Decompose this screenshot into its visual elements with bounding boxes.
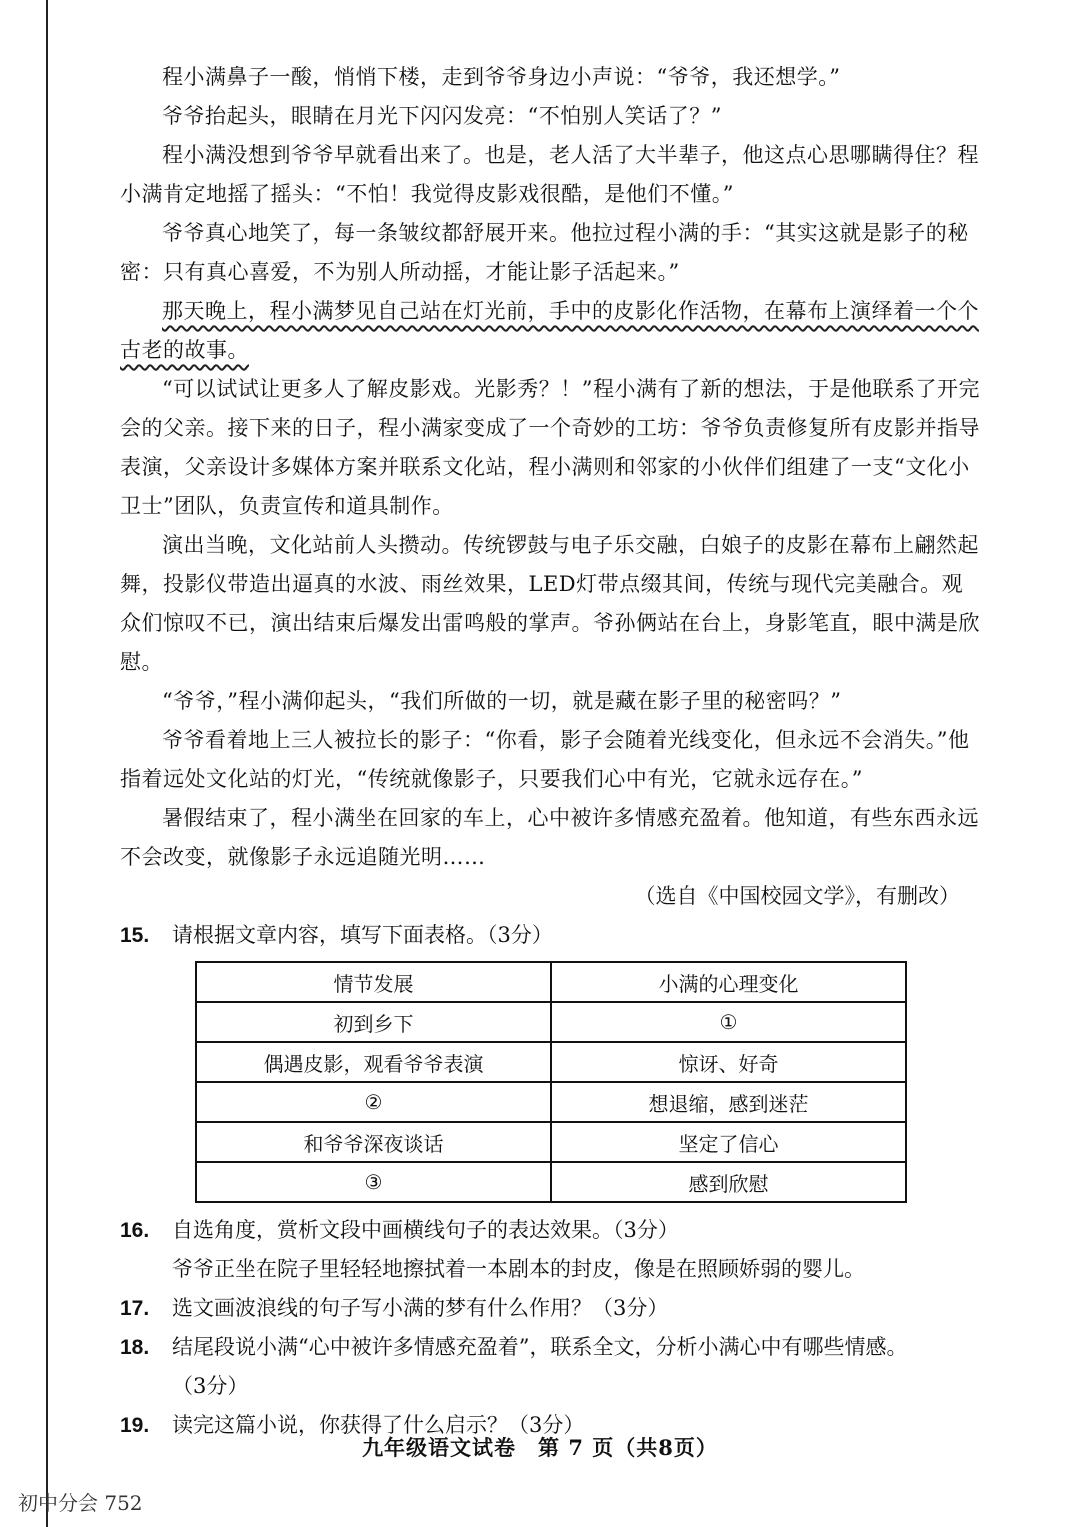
question-score: （3分） (172, 1374, 249, 1398)
passage-paragraph (120, 292, 980, 370)
table-cell: 和爷爷深夜谈话 (196, 1122, 551, 1162)
passage-paragraph: 程小满没想到爷爷早就看出来了。也是，老人活了大半辈子，他这点心思哪瞒得住？程小满肯定地摇了摇头：“不怕！我觉得皮影戏很酷，是他们不懂。” (120, 143, 979, 206)
question-text: 请根据文章内容，填写下面表格。（3分） (172, 923, 553, 947)
table-cell: 感到欣慰 (551, 1162, 906, 1202)
wavy-underlined-sentence: 那天晚上，程小满梦见自己站在灯光前，手中的皮影化作活物，在幕布上演绎着一个个古老的故事。 (120, 299, 979, 362)
question-17 (120, 1289, 980, 1328)
question-text: 结尾段说小满“心中被许多情感充盈着”，联系全文，分析小满心中有哪些情感。 (172, 1335, 908, 1359)
table-header-row (196, 962, 906, 1002)
table-row (196, 1042, 906, 1082)
question-number: 15. (120, 924, 150, 947)
question-18 (120, 1328, 980, 1367)
table-cell: 初到乡下 (196, 1002, 551, 1042)
watermark-text: 初中分会 752 (18, 1491, 143, 1515)
question-number: 19. (120, 1414, 150, 1437)
table-cell: ③ (196, 1162, 551, 1202)
table-cell: 想退缩，感到迷茫 (551, 1082, 906, 1122)
question-text: 读完这篇小说，你获得了什么启示？（3分） (172, 1413, 585, 1437)
passage-paragraph: 程小满鼻子一酸，悄悄下楼，走到爷爷身边小声说：“爷爷，我还想学。” (162, 65, 841, 89)
page-footer: 九年级语文试卷 第 7 页（共8页） (362, 1435, 718, 1460)
table-header-cell: 小满的心理变化 (551, 962, 906, 1002)
passage-paragraph: 演出当晚，文化站前人头攒动。传统锣鼓与电子乐交融，白娘子的皮影在幕布上翩然起舞，投影仪带造出逼真的水波、雨丝效果，LED灯带点缀其间，传统与现代完美融合。观众们惊叹不已，演出结束后爆发出雷鸣般的掌声。爷孙俩站在台上，身影笔直，眼中满是欣慰。 (120, 533, 980, 674)
table-row (196, 1162, 906, 1202)
plot-table (195, 961, 907, 1203)
question-text: 自选角度，赏析文段中画横线句子的表达效果。（3分） (172, 1218, 679, 1242)
passage-paragraph: 爷爷抬起头，眼睛在月光下闪闪发亮：“不怕别人笑话了？” (162, 104, 722, 128)
quoted-sentence: 爷爷正坐在院子里轻轻地擦拭着一本剧本的封皮，像是在照顾娇弱的婴儿。 (172, 1257, 865, 1281)
passage-paragraph: 爷爷真心地笑了，每一条皱纹都舒展开来。他拉过程小满的手：“其实这就是影子的秘密：只有真心喜爱，不为别人所动摇，才能让影子活起来。” (120, 221, 969, 284)
table-header-cell: 情节发展 (196, 962, 551, 1002)
table-cell: 惊讶、好奇 (551, 1042, 906, 1082)
table-row (196, 1002, 906, 1042)
table-cell: ② (196, 1082, 551, 1122)
exam-page (120, 58, 980, 1445)
table-cell: 坚定了信心 (551, 1122, 906, 1162)
passage-paragraph: “可以试试让更多人了解皮影戏。光影秀？！”程小满有了新的想法，于是他联系了开完会的父亲。接下来的日子，程小满家变成了一个奇妙的工坊：爷爷负责修复所有皮影并指导表演，父亲设计多媒体方案并联系文化站，程小满则和邻家的小伙伴们组建了一支“文化小卫士”团队，负责宣传和道具制作。 (120, 377, 980, 518)
source-note: （选自《中国校园文学》，有删改） (634, 884, 960, 908)
table-row (196, 1122, 906, 1162)
passage-paragraph: 爷爷看着地上三人被拉长的影子：“你看，影子会随着光线变化，但永远不会消失。”他指着远处文化站的灯光，“传统就像影子，只要我们心中有光，它就永远存在。” (120, 728, 970, 791)
binding-line (46, 0, 48, 1527)
question-text: 选文画波浪线的句子写小满的梦有什么作用？（3分） (172, 1296, 669, 1320)
question-number: 17. (120, 1297, 150, 1320)
table-cell: ① (551, 1002, 906, 1042)
table-row (196, 1082, 906, 1122)
question-15 (120, 916, 980, 955)
table-cell: 偶遇皮影，观看爷爷表演 (196, 1042, 551, 1082)
question-16 (120, 1211, 980, 1250)
passage-paragraph: 暑假结束了，程小满坐在回家的车上，心中被许多情感充盈着。他知道，有些东西永远不会改变，就像影子永远追随光明…… (120, 806, 979, 869)
passage-paragraph: “爷爷，”程小满仰起头，“我们所做的一切，就是藏在影子里的秘密吗？” (162, 689, 842, 713)
question-number: 16. (120, 1219, 150, 1242)
question-number: 18. (120, 1336, 150, 1359)
